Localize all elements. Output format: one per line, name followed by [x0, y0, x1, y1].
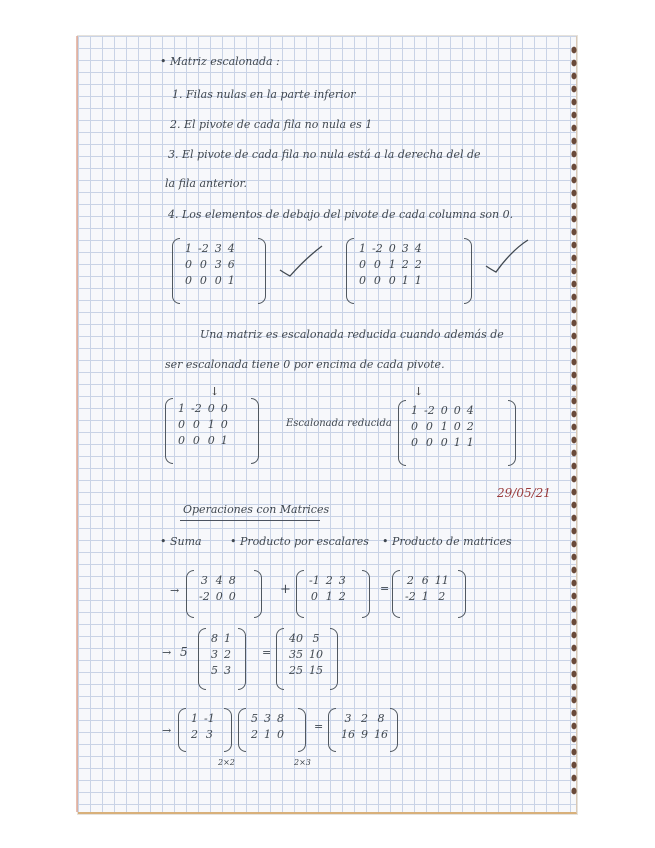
matrix-entry: 1: [224, 631, 231, 645]
operation-product: • Producto de matrices: [382, 535, 512, 548]
matrix-row: [356, 256, 425, 272]
spiral-hole: [571, 320, 576, 327]
spiral-hole: [571, 450, 576, 457]
matrix-entry: 2: [406, 573, 414, 587]
matrix-entry: 1: [220, 433, 228, 447]
matrix-entry: 3: [224, 663, 231, 677]
scalar-value: 5: [180, 645, 188, 659]
matrix-entries: [196, 572, 239, 604]
matrix-entry: 3: [214, 241, 222, 255]
matrix-entry: 0: [185, 257, 192, 271]
matrix-entry: 0: [359, 257, 366, 271]
matrix-entry: 1: [191, 711, 198, 725]
matrix-entry: 1: [178, 401, 185, 415]
matrix-row: [188, 710, 218, 726]
matrix-entries: [402, 572, 452, 604]
spiral-hole: [571, 60, 576, 67]
bracket-left: [165, 398, 173, 464]
spiral-hole: [571, 424, 576, 431]
matrix-entry: 4: [466, 403, 474, 417]
spiral-hole: [571, 86, 576, 93]
equals-sign: =: [314, 720, 324, 733]
matrix-row: [248, 710, 287, 726]
bullet-arrow-icon: →: [170, 584, 180, 597]
matrix-entry: 2: [466, 419, 474, 433]
sum-matrix-a: [186, 570, 262, 618]
spiral-hole: [571, 242, 576, 249]
bracket-right: [254, 570, 262, 618]
matrix-entry: 0: [388, 273, 396, 287]
matrix-entry: 2: [325, 573, 333, 587]
matrix-entry: 3: [211, 647, 218, 661]
bracket-left: [198, 628, 206, 690]
matrix-entry: 35: [289, 647, 303, 661]
matrix-row: [286, 630, 326, 646]
spiral-hole: [571, 762, 576, 769]
rule-4: 4. Los elementos de debajo del pivote de cada columna son 0.: [168, 208, 514, 221]
matrix-row: [356, 272, 425, 288]
matrix-entry: 2: [338, 589, 346, 603]
plus-sign: +: [280, 582, 291, 597]
matrix-entry: 16: [374, 727, 388, 741]
matrix-row: [208, 630, 234, 646]
spiral-hole: [571, 437, 576, 444]
matrix-entry: 8: [211, 631, 218, 645]
bracket-right: [362, 570, 370, 618]
bracket-left: [346, 238, 354, 304]
bracket-right: [258, 238, 266, 304]
matrix-entry: 0: [373, 257, 381, 271]
matrix-entry: 3: [338, 573, 346, 587]
spiral-hole: [571, 333, 576, 340]
reduced-label: Escalonada reducida: [286, 418, 392, 429]
matrix-entries: [188, 710, 218, 742]
matrix-entry: 0: [228, 589, 236, 603]
matrix-entry: 25: [289, 663, 303, 677]
matrix-entry: 0: [411, 419, 418, 433]
matrix-entry: 1: [466, 435, 474, 449]
spiral-hole: [571, 307, 576, 314]
matrix-entry: 1: [207, 417, 215, 431]
matrix-entry: -2: [198, 241, 209, 255]
spiral-hole: [571, 476, 576, 483]
matrix-row: [338, 710, 391, 726]
spiral-hole: [571, 723, 576, 730]
matrix-entry: 0: [425, 419, 433, 433]
rule-2: 2. El pivote de cada fila no nula es 1: [170, 118, 373, 131]
matrix-entry: 4: [215, 573, 223, 587]
spiral-hole: [571, 73, 576, 80]
matrix-entry: 40: [289, 631, 303, 645]
matrix-row: [402, 588, 452, 604]
example-matrix-2: [346, 238, 472, 304]
checkmark-icon: [482, 236, 532, 276]
matrix-entry: 3: [214, 257, 222, 271]
product-matrix-b: [238, 708, 306, 752]
matrix-row: [175, 416, 231, 432]
bracket-right: [330, 628, 338, 690]
matrix-entry: 9: [361, 727, 368, 741]
matrix-entry: 0: [310, 589, 318, 603]
scalar-matrix: [198, 628, 246, 690]
matrix-row: [306, 588, 349, 604]
matrix-entry: 0: [199, 257, 207, 271]
matrix-entry: 0: [373, 273, 381, 287]
pivot-arrow-icon: ↓: [210, 385, 220, 398]
bracket-left: [186, 570, 194, 618]
matrix-entry: 3: [401, 241, 409, 255]
matrix-entry: -1: [309, 573, 320, 587]
equals-sign: =: [262, 646, 272, 659]
rule-3: 3. El pivote de cada fila no nula está a la derecha del de: [168, 148, 481, 161]
spiral-hole: [571, 463, 576, 470]
spiral-hole: [571, 294, 576, 301]
rule-3-continued: la fila anterior.: [165, 177, 248, 190]
bracket-left: [276, 628, 284, 690]
matrix-entry: -2: [372, 241, 383, 255]
matrix-entry: 2: [224, 647, 231, 661]
spiral-hole: [571, 359, 576, 366]
matrix-entry: 11: [434, 573, 449, 587]
spiral-hole: [571, 489, 576, 496]
matrix-entry: 4: [414, 241, 422, 255]
spiral-hole: [571, 203, 576, 210]
spiral-hole: [571, 411, 576, 418]
matrix-entry: 1: [227, 273, 235, 287]
matrix-row: [408, 402, 477, 418]
matrix-entries: [356, 240, 425, 288]
operation-scalar: • Producto por escalares: [230, 535, 369, 548]
bracket-right: [458, 570, 466, 618]
spiral-hole: [571, 255, 576, 262]
scalar-result-matrix: [276, 628, 338, 690]
spiral-hole: [571, 190, 576, 197]
matrix-entries: [408, 402, 477, 450]
bracket-left: [392, 570, 400, 618]
matrix-entry: 1: [359, 241, 366, 255]
spiral-hole: [571, 658, 576, 665]
matrix-entry: 15: [309, 663, 323, 677]
matrix-entry: 3: [264, 711, 271, 725]
matrix-entry: 0: [277, 727, 284, 741]
spiral-hole: [571, 710, 576, 717]
matrix-entry: 0: [425, 435, 433, 449]
pivot-arrow-icon: ↓: [414, 385, 424, 398]
matrix-row: [286, 662, 326, 678]
matrix-row: [408, 434, 477, 450]
matrix-row: [248, 726, 287, 742]
matrix-entry: 0: [185, 273, 192, 287]
matrix-entry: -2: [405, 589, 416, 603]
spiral-hole: [571, 47, 576, 54]
spiral-hole: [571, 671, 576, 678]
spiral-hole: [571, 125, 576, 132]
spiral-hole: [571, 385, 576, 392]
matrix-entries: [208, 630, 234, 678]
matrix-row: [408, 418, 477, 434]
spiral-hole: [571, 645, 576, 652]
bracket-right: [224, 708, 232, 752]
matrix-entry: 1: [264, 727, 271, 741]
bracket-right: [251, 398, 259, 464]
sum-result-matrix: [392, 570, 466, 618]
spiral-hole: [571, 138, 576, 145]
matrix-row: [175, 432, 231, 448]
matrix-row: [182, 272, 238, 288]
date: 29/05/21: [497, 486, 551, 500]
spiral-hole: [571, 593, 576, 600]
matrix-entry: 0: [192, 417, 200, 431]
spiral-hole: [571, 151, 576, 158]
spiral-hole: [571, 554, 576, 561]
matrix-entry: 0: [178, 417, 185, 431]
spiral-hole: [571, 177, 576, 184]
product-result-matrix: [328, 708, 398, 752]
matrix-entry: 3: [344, 711, 352, 725]
matrix-entry: -1: [204, 711, 215, 725]
bracket-right: [238, 628, 246, 690]
bracket-left: [328, 708, 336, 752]
sum-matrix-b: [296, 570, 370, 618]
spiral-hole: [571, 346, 576, 353]
section-title: • Matriz escalonada :: [160, 55, 280, 68]
spiral-hole: [571, 580, 576, 587]
matrix-entry: 6: [227, 257, 235, 271]
bracket-right: [390, 708, 398, 752]
spiral-hole: [571, 632, 576, 639]
dimension-label-a: 2×2: [218, 758, 235, 767]
spiral-hole: [571, 541, 576, 548]
matrix-entry: 16: [341, 727, 355, 741]
matrix-entry: 0: [199, 273, 207, 287]
matrix-row: [306, 572, 349, 588]
bullet-arrow-icon: →: [162, 646, 172, 659]
matrix-entry: 0: [359, 273, 366, 287]
bracket-right: [298, 708, 306, 752]
matrix-entry: 1: [414, 273, 422, 287]
matrix-entries: [248, 710, 287, 742]
matrix-entry: -2: [199, 589, 210, 603]
reduced-definition-line-1: Una matriz es escalonada reducida cuando además de: [200, 328, 504, 341]
bracket-left: [178, 708, 186, 752]
bracket-right: [464, 238, 472, 304]
matrix-entry: 3: [205, 727, 213, 741]
matrix-entry: 2: [414, 257, 422, 271]
matrix-entry: 0: [220, 401, 228, 415]
matrix-row: [208, 662, 234, 678]
matrix-entry: 1: [401, 273, 409, 287]
matrix-entry: 0: [207, 401, 215, 415]
example-matrix-1: [172, 238, 266, 304]
matrix-entry: 10: [309, 647, 323, 661]
spiral-hole: [571, 281, 576, 288]
bracket-left: [398, 400, 406, 466]
matrix-entry: 2: [438, 589, 446, 603]
operations-title: Operaciones con Matrices: [183, 503, 330, 516]
equals-sign: =: [380, 582, 390, 595]
spiral-binding: [570, 44, 578, 804]
matrix-row: [182, 240, 238, 256]
matrix-entry: 0: [411, 435, 418, 449]
spiral-hole: [571, 216, 576, 223]
matrix-entry: 2: [361, 711, 368, 725]
matrix-entry: 8: [277, 711, 284, 725]
matrix-entry: 0: [453, 403, 461, 417]
matrix-entries: [175, 400, 231, 448]
matrix-entry: 0: [440, 403, 448, 417]
matrix-entry: 0: [215, 589, 223, 603]
spiral-hole: [571, 398, 576, 405]
spiral-hole: [571, 775, 576, 782]
matrix-row: [208, 646, 234, 662]
matrix-entry: 1: [421, 589, 429, 603]
matrix-entry: 4: [227, 241, 235, 255]
reduced-matrix-2: [398, 400, 516, 466]
spiral-hole: [571, 788, 576, 795]
product-matrix-a: [178, 708, 232, 752]
matrix-entry: 1: [411, 403, 418, 417]
dimension-label-b: 2×3: [294, 758, 311, 767]
matrix-entry: 8: [377, 711, 385, 725]
matrix-entry: 0: [214, 273, 222, 287]
matrix-entry: 1: [185, 241, 192, 255]
spiral-hole: [571, 619, 576, 626]
spiral-hole: [571, 606, 576, 613]
reduced-matrix-1: [165, 398, 259, 464]
matrix-row: [356, 240, 425, 256]
operation-sum: • Suma: [160, 535, 202, 548]
matrix-row: [188, 726, 218, 742]
spiral-hole: [571, 684, 576, 691]
matrix-entry: 1: [453, 435, 461, 449]
spiral-hole: [571, 528, 576, 535]
matrix-entries: [286, 630, 326, 678]
matrix-row: [196, 572, 239, 588]
matrix-row: [182, 256, 238, 272]
matrix-entry: 1: [325, 589, 333, 603]
matrix-entries: [306, 572, 349, 604]
spiral-hole: [571, 229, 576, 236]
spiral-hole: [571, 372, 576, 379]
spiral-hole: [571, 502, 576, 509]
matrix-entry: 2: [401, 257, 409, 271]
title-underline: [180, 520, 320, 521]
spiral-hole: [571, 736, 576, 743]
matrix-entries: [182, 240, 238, 288]
matrix-row: [196, 588, 239, 604]
matrix-row: [402, 572, 452, 588]
spiral-hole: [571, 99, 576, 106]
bracket-right: [508, 400, 516, 466]
spiral-hole: [571, 515, 576, 522]
matrix-entry: 0: [192, 433, 200, 447]
spiral-hole: [571, 749, 576, 756]
matrix-entry: 5: [312, 631, 320, 645]
matrix-entry: 0: [440, 435, 448, 449]
spiral-hole: [571, 164, 576, 171]
matrix-entry: 0: [207, 433, 215, 447]
matrix-entry: 0: [453, 419, 461, 433]
matrix-entry: 5: [211, 663, 218, 677]
margin-line: [76, 36, 78, 812]
matrix-entry: -2: [191, 401, 202, 415]
spiral-hole: [571, 112, 576, 119]
bracket-left: [172, 238, 180, 304]
matrix-entry: 0: [388, 241, 396, 255]
matrix-entry: 0: [220, 417, 228, 431]
matrix-entry: 0: [178, 433, 185, 447]
matrix-row: [286, 646, 326, 662]
matrix-entry: 3: [200, 573, 208, 587]
matrix-entry: 6: [421, 573, 429, 587]
matrix-entry: 5: [251, 711, 258, 725]
matrix-entry: 1: [440, 419, 448, 433]
matrix-entry: 8: [228, 573, 236, 587]
matrix-entry: 1: [388, 257, 396, 271]
bracket-left: [296, 570, 304, 618]
spiral-hole: [571, 268, 576, 275]
matrix-entry: -2: [424, 403, 435, 417]
matrix-row: [175, 400, 231, 416]
matrix-row: [338, 726, 391, 742]
matrix-entry: 2: [191, 727, 198, 741]
bullet-arrow-icon: →: [162, 724, 172, 737]
rule-1: 1. Filas nulas en la parte inferior: [172, 88, 356, 101]
bracket-left: [238, 708, 246, 752]
spiral-hole: [571, 567, 576, 574]
matrix-entries: [338, 710, 391, 742]
reduced-definition-line-2: ser escalonada tiene 0 por encima de cada pivote.: [165, 358, 445, 371]
checkmark-icon: [276, 240, 326, 280]
matrix-entry: 2: [251, 727, 258, 741]
spiral-hole: [571, 697, 576, 704]
